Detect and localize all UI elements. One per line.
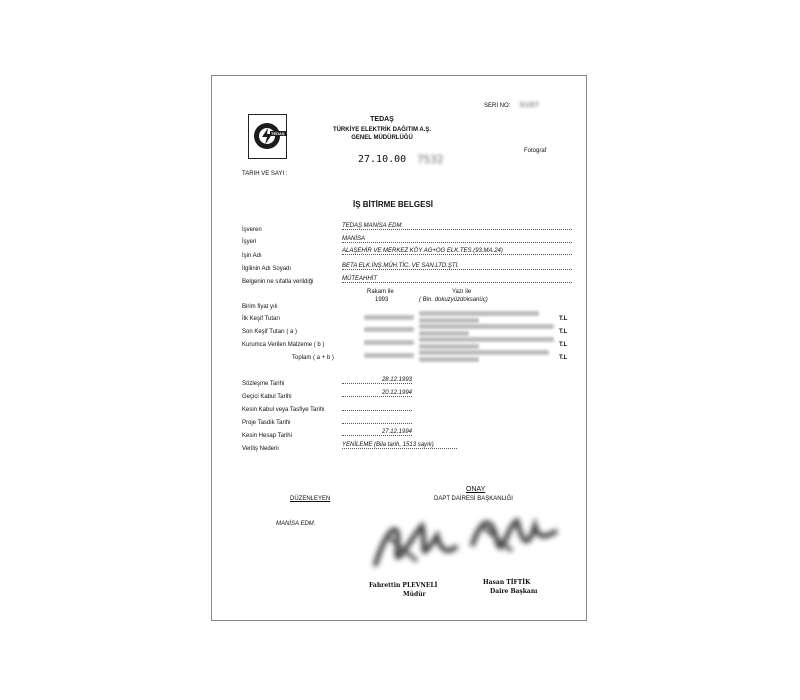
date-label-final-account: Kesin Hesap Tarihi	[242, 433, 292, 439]
approval-label: ONAY	[466, 486, 486, 493]
field-label-contractor: İlgilinin Adı Soyadı	[242, 266, 292, 272]
field-value-employer: TEDAŞ MANİSA EDM.	[342, 223, 572, 230]
document-title: İŞ BİTİRME BELGESİ	[353, 200, 434, 209]
field-label-job-name: İşin Adı	[242, 253, 262, 259]
date-value-final-acceptance	[342, 403, 412, 411]
field-value-workplace: MANİSA	[342, 236, 572, 243]
redacted-amount	[364, 353, 414, 358]
right-signer-title: Daire Başkanı	[490, 588, 538, 595]
number-stamp: 7532	[417, 153, 444, 166]
row-unit: T.L	[559, 316, 568, 322]
redacted-amount	[364, 340, 414, 345]
redacted-amount-text	[419, 318, 479, 323]
redacted-amount-text	[419, 357, 479, 362]
redacted-amount-text	[419, 311, 539, 316]
field-value-capacity: MÜTEAHHİT	[342, 276, 572, 283]
redacted-amount	[364, 327, 414, 332]
date-value-project-approval	[342, 416, 412, 424]
right-signature	[467, 506, 562, 566]
field-value-job-name: ALAŞEHİR VE MERKEZ KÖY AG+OG ELK.TES.(93.MA.24)	[342, 248, 572, 255]
field-value-contractor: BETA ELK.İNŞ.MÜH.TİC. VE SAN.LTD.ŞTİ.	[342, 263, 572, 270]
directorate-name: GENEL MÜDÜRLÜĞÜ	[351, 135, 413, 141]
row-unit: T.L	[559, 342, 568, 348]
date-label-issue-reason: Veriliş Nedeni	[242, 446, 279, 452]
unit-price-year-label: Birim fiyat yılı	[242, 304, 278, 310]
date-value-final-account: 27.12.1994	[342, 429, 412, 436]
row-unit: T.L	[559, 355, 568, 361]
approval-org: DAPT DAİRESİ BAŞKANLIĞI	[434, 496, 513, 502]
date-value-contract: 28.12.1993	[342, 377, 412, 384]
date-label-project-approval: Proje Tasdik Tarihi	[242, 420, 291, 426]
field-label-employer: İşveren	[242, 227, 262, 233]
right-signer-name: Hasan TİFTİK	[483, 579, 531, 586]
redacted-amount-text	[419, 350, 549, 355]
col-header-numeric: Rakam ile	[367, 289, 394, 295]
left-signer-name: Fahrettin PLEVNELİ	[369, 582, 438, 589]
unit-price-year-text: ( Bin. dokuzyüzdoksanüç)	[419, 297, 488, 303]
tedas-logo	[248, 114, 287, 159]
prepared-by-label: DÜZENLEYEN	[290, 496, 331, 502]
redacted-amount-text	[419, 331, 469, 336]
left-signature	[367, 506, 462, 581]
date-label-provisional-acceptance: Geçici Kabul Tarihi	[242, 394, 292, 400]
redacted-amount-text	[419, 337, 554, 342]
certificate-document	[211, 75, 587, 621]
row-label-final-estimate: Son Keşif Tutarı ( a )	[242, 329, 298, 335]
unit-price-year-value: 1993	[375, 297, 389, 303]
serial-label: SERİ NO:	[484, 103, 511, 109]
date-stamp: 27.10.00	[358, 154, 407, 165]
photo-label: Fotograf	[524, 148, 547, 154]
prepared-by-org: MANİSA EDM.	[276, 521, 316, 527]
field-label-capacity: Belgenin ne sıfatla verildiği	[242, 279, 314, 285]
company-full-name: TÜRKİYE ELEKTRİK DAĞITIM A.Ş.	[332, 127, 432, 133]
date-label-final-acceptance: Kesin Kabul veya Tasfiye Tarihi	[242, 407, 325, 413]
logo-text: TEDAŞ	[271, 131, 285, 136]
date-value-issue-reason: YENİLEME (Bila tarih, 1513 sayılı)	[342, 442, 457, 449]
redacted-amount-text	[419, 324, 554, 329]
company-name: TEDAŞ	[370, 116, 394, 123]
row-label-supplied-material: Kurumca Verilen Malzeme ( b )	[242, 342, 325, 348]
row-label-total: Toplam ( a + b )	[292, 355, 334, 361]
date-label-contract: Sözleşme Tarihi	[242, 381, 285, 387]
serial-value: 0197	[520, 102, 540, 109]
redacted-amount	[364, 315, 414, 320]
date-value-provisional-acceptance: 20.12.1994	[342, 390, 412, 397]
left-signer-title: Müdür	[403, 591, 426, 598]
row-label-first-estimate: İlk Keşif Tutarı	[242, 316, 281, 322]
redacted-amount-text	[419, 344, 479, 349]
field-label-workplace: İşyeri	[242, 239, 257, 245]
col-header-text: Yazı ile	[452, 289, 472, 295]
date-number-label: TARIH VE SAYI :	[242, 171, 288, 177]
row-unit: T.L	[559, 329, 568, 335]
